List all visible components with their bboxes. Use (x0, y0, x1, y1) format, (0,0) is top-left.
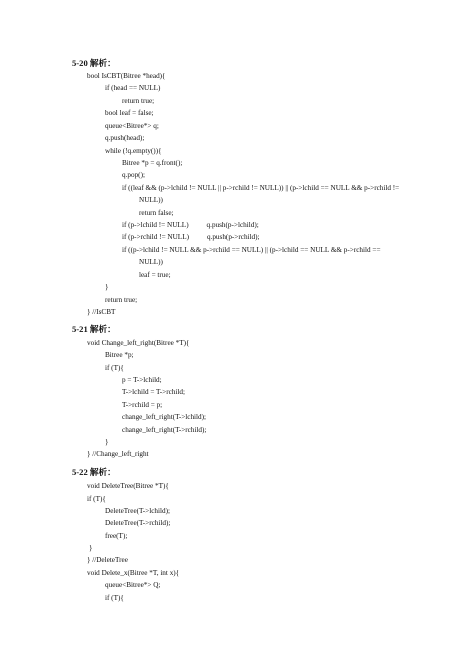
code-line: while (!q.empty()){ (105, 147, 162, 155)
code-line: Bitree *p; (105, 351, 134, 359)
code-line: DeleteTree(T->lchild); (105, 507, 170, 515)
section-heading-5-20: 5-20 解析： (72, 58, 116, 68)
code-line: } (105, 283, 109, 291)
code-line: T->rchild = p; (122, 401, 163, 409)
code-line: q.pop(); (122, 171, 145, 179)
code-line: } //Change_left_right (87, 450, 149, 458)
code-line: bool leaf = false; (105, 109, 154, 117)
code-line: if (T){ (87, 495, 106, 503)
code-line: return false; (139, 209, 174, 217)
code-line: if (T){ (105, 594, 124, 602)
code-line: void DeleteTree(Bitree *T){ (87, 482, 169, 490)
code-line: } //DeleteTree (87, 556, 128, 564)
section-heading-5-22: 5-22 解析： (72, 467, 116, 477)
code-line: bool IsCBT(Bitree *head){ (87, 72, 166, 80)
code-line: if (head == NULL) (105, 84, 161, 92)
code-line: T->lchild = T->rchild; (122, 388, 186, 396)
code-line: if ((p->lchild != NULL && p->rchild == NULL) || (p->lchild == NULL && p->rchild == (122, 246, 381, 254)
code-line: if (T){ (105, 364, 124, 372)
code-line: q.push(head); (105, 134, 145, 142)
code-line: free(T); (105, 532, 128, 540)
code-line: change_left_right(T->rchild); (122, 426, 207, 434)
code-line: change_left_right(T->lchild); (122, 413, 207, 421)
code-line: void Delete_x(Bitree *T, int x){ (87, 569, 180, 577)
code-line: queue<Bitree*> Q; (105, 581, 161, 589)
code-line: if (p->rchild != NULL) q.push(p->rchild); (122, 233, 260, 241)
code-line: } (105, 438, 109, 446)
code-line: DeleteTree(T->rchild); (105, 519, 171, 527)
code-line: queue<Bitree*> q; (105, 122, 159, 130)
code-line: NULL)) (139, 258, 163, 266)
code-line: } //IsCBT (87, 308, 116, 316)
section-heading-5-21: 5-21 解析： (72, 324, 116, 334)
code-line: return true; (122, 97, 155, 105)
code-line: NULL)) (139, 196, 163, 204)
code-line: void Change_left_right(Bitree *T){ (87, 339, 190, 347)
code-line: } (89, 544, 93, 552)
code-line: return true; (105, 296, 138, 304)
code-line: Bitree *p = q.front(); (122, 159, 183, 167)
code-line: p = T->lchild; (122, 376, 162, 384)
code-line: if ((leaf && (p->lchild != NULL || p->rchild != NULL)) || (p->lchild == NULL && p->rchild != (122, 184, 400, 192)
code-line: if (p->lchild != NULL) q.push(p->lchild); (122, 221, 259, 229)
code-line: leaf = true; (139, 271, 171, 279)
